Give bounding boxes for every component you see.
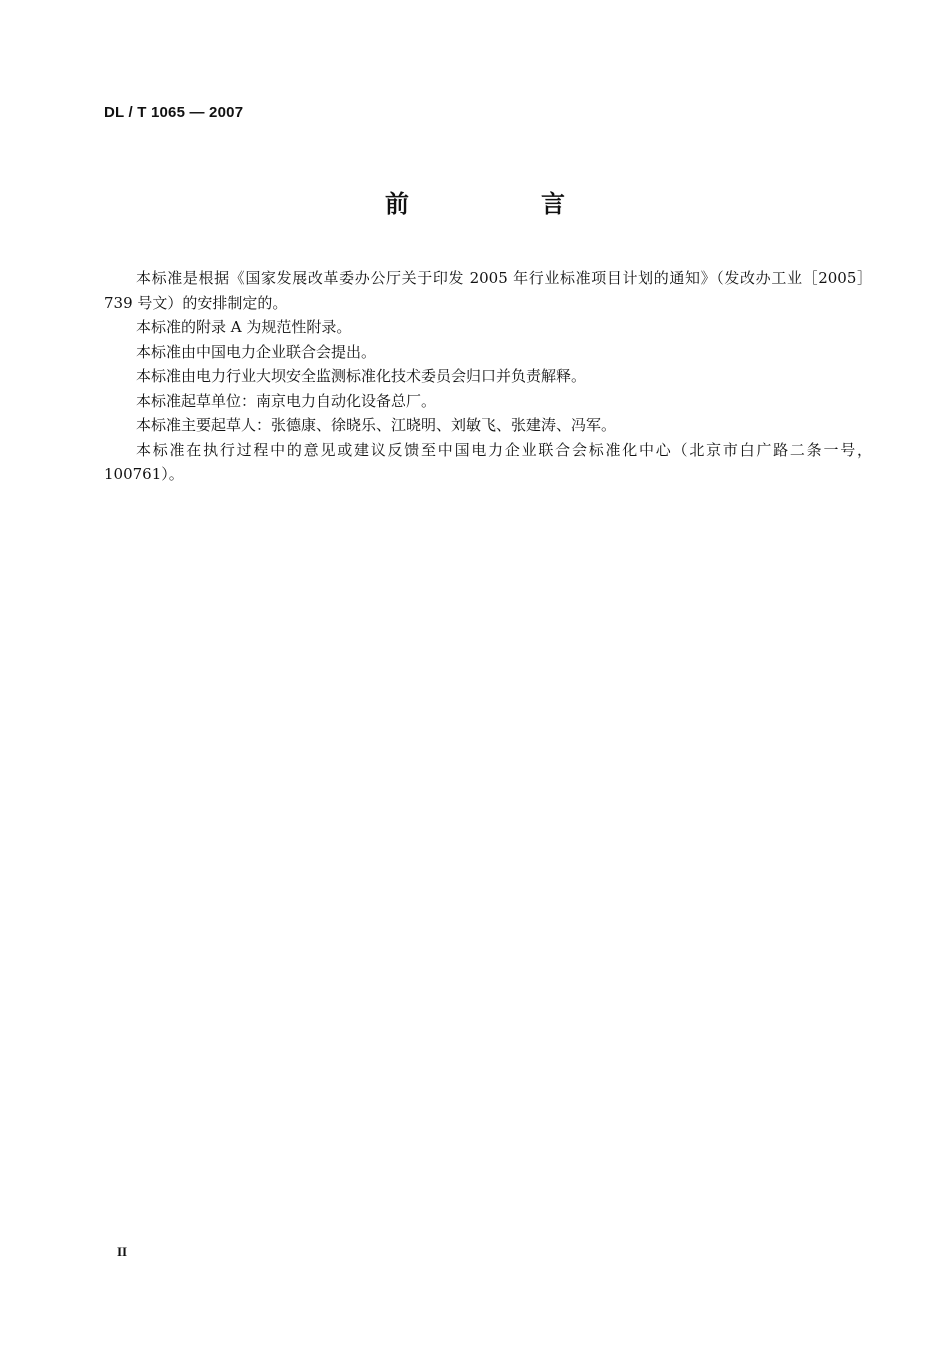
page-number: II xyxy=(117,1244,128,1259)
paragraph: 本标准是根据《国家发展改革委办公厅关于印发 2005 年行业标准项目计划的通知》（发改办工业［2005］739 号文）的安排制定的。 xyxy=(104,269,872,312)
paragraph: 本标准的附录 A 为规范性附录。 xyxy=(136,318,352,336)
paragraph: 本标准在执行过程中的意见或建议反馈至中国电力企业联合会标准化中心（北京市白广路二条一号，100761）。 xyxy=(104,440,872,483)
paragraph: 本标准主要起草人：张德康、徐晓乐、江晓明、刘敏飞、张建涛、冯军。 xyxy=(136,416,617,434)
page-title: 前 言 xyxy=(385,190,619,218)
paragraph: 本标准由电力行业大坝安全监测标准化技术委员会归口并负责解释。 xyxy=(136,367,587,385)
paragraph: 本标准起草单位：南京电力自动化设备总厂。 xyxy=(136,391,437,410)
paragraph: 本标准由中国电力企业联合会提出。 xyxy=(136,342,377,361)
standard-code: DL / T 1065 — 2007 xyxy=(104,104,244,121)
preface-body xyxy=(104,266,872,487)
